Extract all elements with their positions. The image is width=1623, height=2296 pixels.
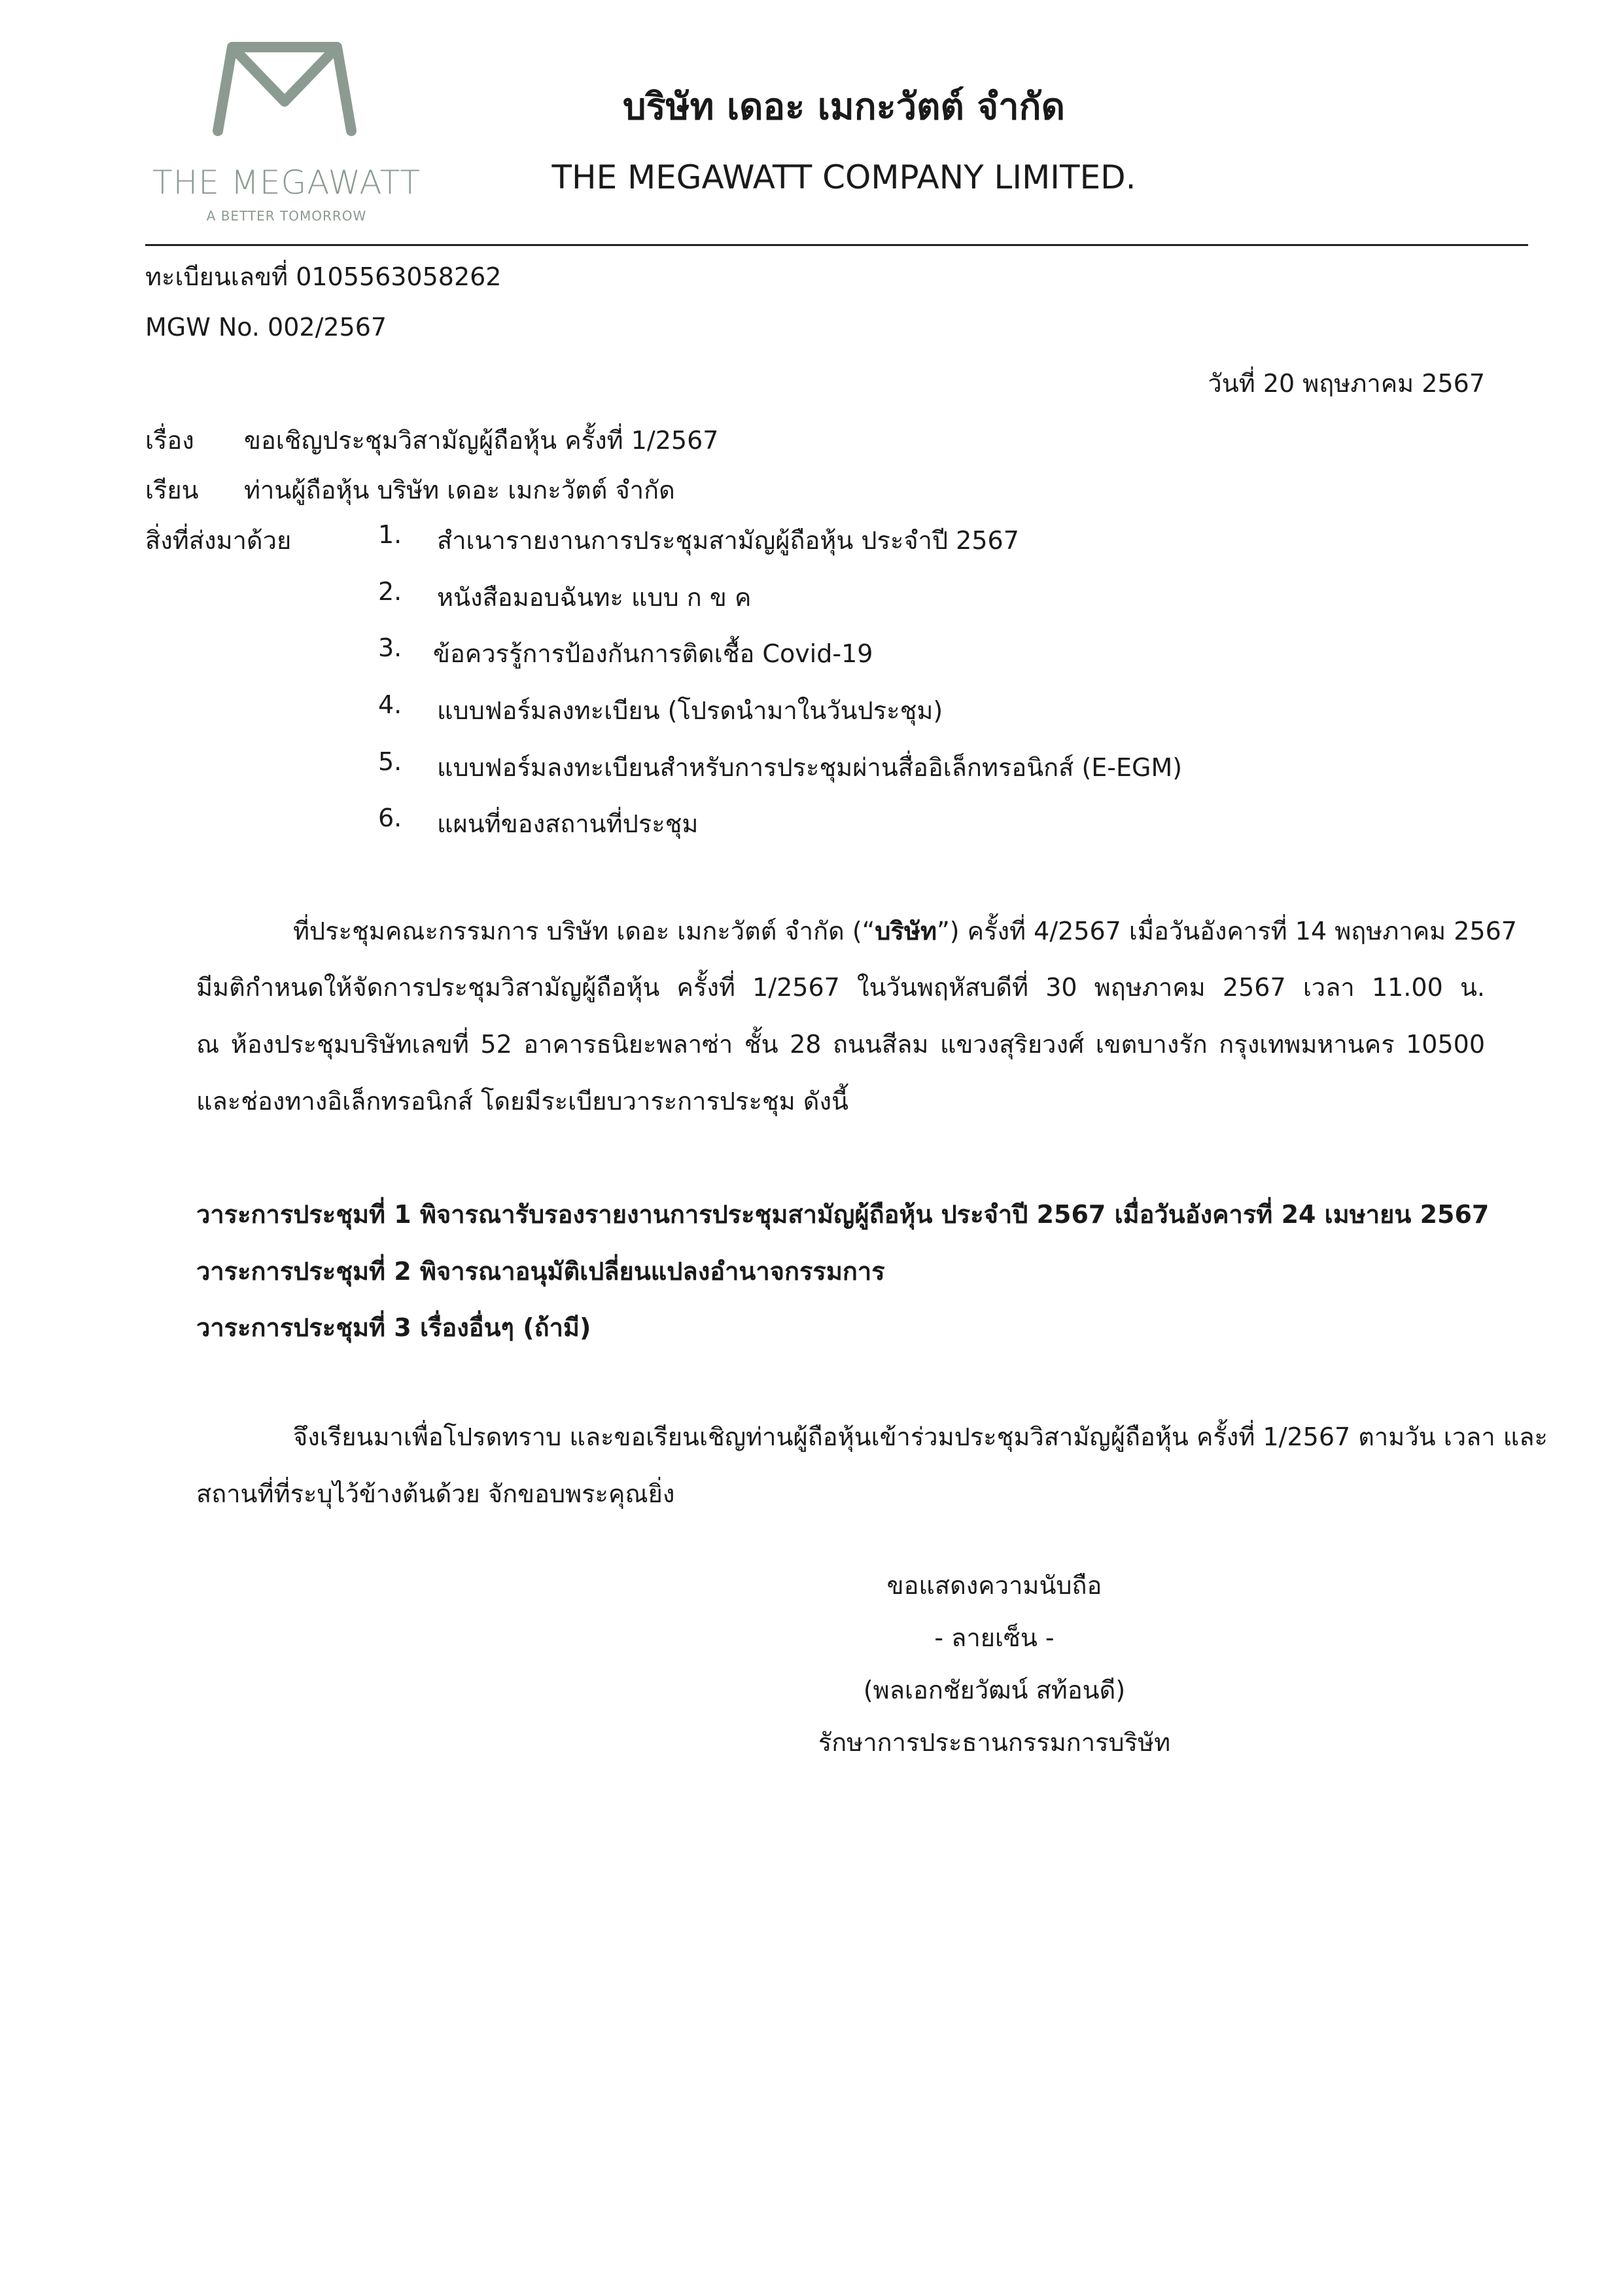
enclosure-number: 6. bbox=[378, 804, 402, 832]
enclosure-item: ข้อควรรู้การป้องกันการติดเชื้อ Covid-19 bbox=[433, 639, 873, 668]
enclosure-number: 4. bbox=[378, 690, 402, 719]
recipient-label: เรียน bbox=[145, 476, 199, 504]
logo-name: THE MEGAWATT bbox=[152, 164, 421, 202]
agenda-item: วาระการประชุมที่ 2 พิจารณาอนุมัติเปลี่ยนแปลงอำนาจกรรมการ bbox=[196, 1257, 885, 1286]
enclosure-item: แบบฟอร์มลงทะเบียน (โปรดนำมาในวันประชุม) bbox=[437, 696, 943, 725]
body-paragraph-line bbox=[293, 911, 1517, 951]
logo-tagline: A BETTER TOMORROW bbox=[206, 208, 367, 224]
enclosures-label: สิ่งที่ส่งมาด้วย bbox=[145, 526, 292, 555]
enclosure-item: หนังสือมอบฉันทะ แบบ ก ข ค bbox=[437, 583, 752, 612]
agenda-item: วาระการประชุมที่ 1 พิจารณารับรองรายงานการประชุมสามัญผู้ถือหุ้น ประจำปี 2567 เมื่อวันอังคารที่ 24 เมษายน 2567 bbox=[196, 1200, 1490, 1229]
subject-text: ขอเชิญประชุมวิสามัญผู้ถือหุ้น ครั้งที่ 1/2567 bbox=[244, 426, 719, 455]
signature-placeholder: - ลายเซ็น - bbox=[934, 1623, 1055, 1652]
body-paragraph-line: มีมติกำหนดให้จัดการประชุมวิสามัญผู้ถือหุ้น ครั้งที่ 1/2567 ในวันพฤหัสบดีที่ 30 พฤษภาคม 2567 เวลา 11.00 น. bbox=[196, 973, 1485, 1002]
registration-number: ทะเบียนเลขที่ 0105563058262 bbox=[145, 262, 502, 291]
enclosure-number: 5. bbox=[378, 747, 402, 776]
company-defined-term: บริษัท bbox=[875, 917, 937, 945]
enclosure-item: สำเนารายงานการประชุมสามัญผู้ถือหุ้น ประจำปี 2567 bbox=[437, 526, 1019, 555]
body-text: ที่ประชุมคณะกรรมการ บริษัท เดอะ เมกะวัตต์ จำกัด (“ bbox=[293, 917, 875, 945]
recipient-text: ท่านผู้ถือหุ้น บริษัท เดอะ เมกะวัตต์ จำกัด bbox=[244, 476, 675, 504]
body-text: ”) ครั้งที่ 4/2567 เมื่อวันอังคารที่ 14 พฤษภาคม 2567 bbox=[937, 917, 1517, 945]
agenda-item: วาระการประชุมที่ 3 เรื่องอื่นๆ (ถ้ามี) bbox=[196, 1313, 591, 1342]
enclosure-number: 1. bbox=[378, 520, 402, 549]
company-name-thai: บริษัท เดอะ เมกะวัตต์ จำกัด bbox=[623, 86, 1065, 128]
closing-salutation: ขอแสดงความนับถือ bbox=[886, 1571, 1102, 1600]
enclosure-number: 3. bbox=[378, 633, 402, 662]
document-date: วันที่ 20 พฤษภาคม 2567 bbox=[1208, 369, 1485, 398]
enclosure-number: 2. bbox=[378, 577, 402, 606]
closing-paragraph-line: สถานที่ที่ระบุไว้ข้างต้นด้วย จักขอบพระคุณยิ่ง bbox=[196, 1479, 675, 1508]
company-name-english: THE MEGAWATT COMPANY LIMITED. bbox=[551, 158, 1136, 196]
body-paragraph-line: ณ ห้องประชุมบริษัทเลขที่ 52 อาคารธนิยะพลาซ่า ชั้น 28 ถนนสีลม แขวงสุริยวงศ์ เขตบางรัก กรุงเทพมหานคร 10500 bbox=[196, 1030, 1485, 1059]
subject-label: เรื่อง bbox=[145, 426, 194, 455]
closing-paragraph-line: จึงเรียนมาเพื่อโปรดทราบ และขอเรียนเชิญท่านผู้ถือหุ้นเข้าร่วมประชุมวิสามัญผู้ถือหุ้น ครั้งที่ 1/2567 ตามวัน เวลา และ bbox=[293, 1422, 1548, 1451]
document-number: MGW No. 002/2567 bbox=[145, 313, 387, 342]
body-paragraph-line: และช่องทางอิเล็กทรอนิกส์ โดยมีระเบียบวาระการประชุม ดังนี้ bbox=[196, 1087, 848, 1116]
megawatt-logo-icon bbox=[206, 39, 363, 137]
enclosure-item: แผนที่ของสถานที่ประชุม bbox=[437, 809, 699, 838]
enclosure-item: แบบฟอร์มลงทะเบียนสำหรับการประชุมผ่านสื่ออิเล็กทรอนิกส์ (E-EGM) bbox=[437, 753, 1183, 782]
signatory-title: รักษาการประธานกรรมการบริษัท bbox=[818, 1728, 1171, 1757]
signatory-name: (พลเอกชัยวัฒน์ สท้อนดี) bbox=[863, 1676, 1126, 1704]
header-divider bbox=[145, 244, 1528, 246]
